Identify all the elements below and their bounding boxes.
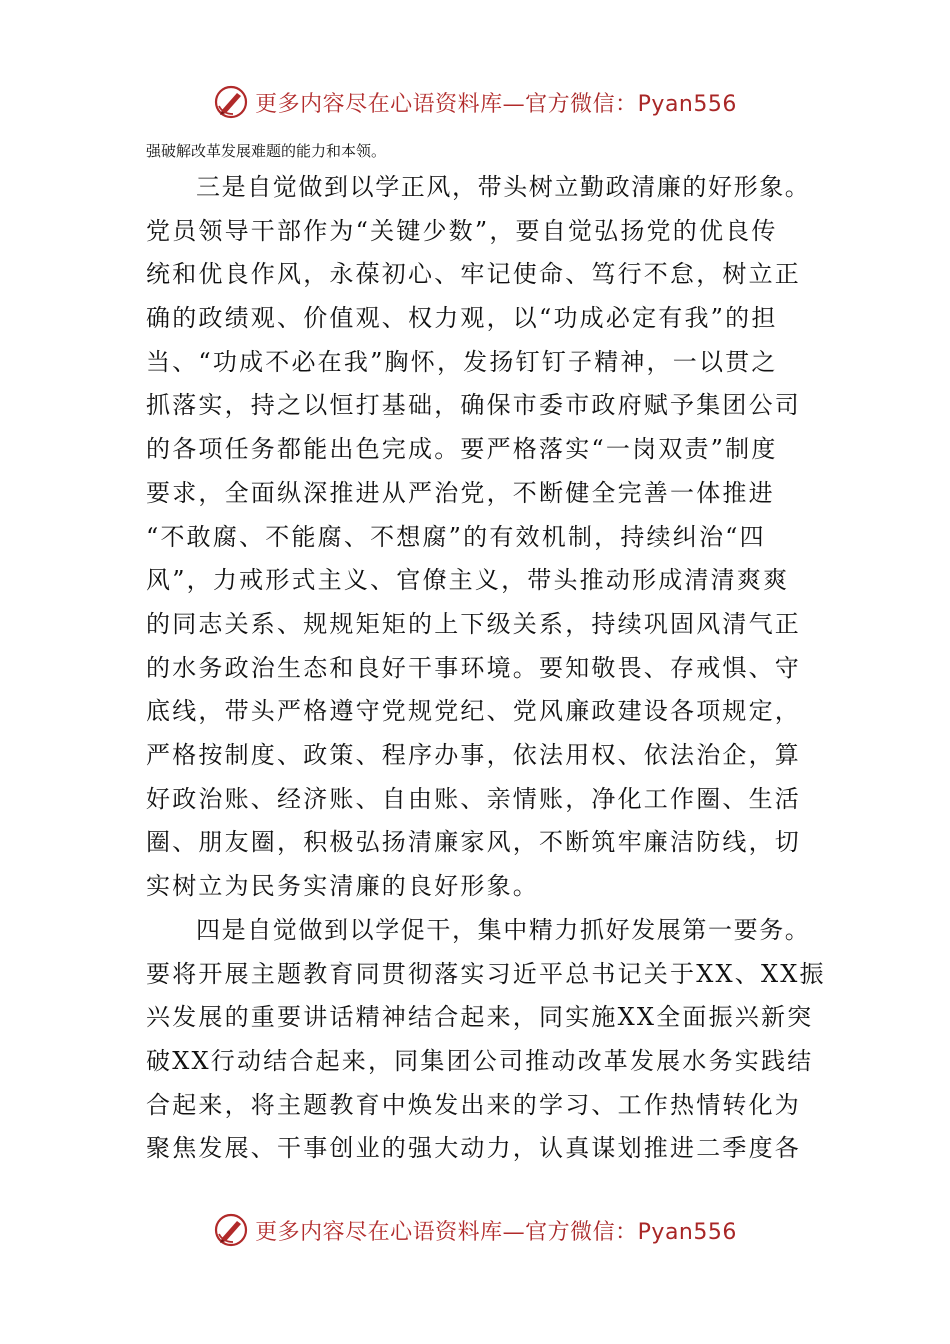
- paragraph-line: 兴发展的重要讲话精神结合起来，同实施XX全面振兴新突: [146, 1003, 814, 1032]
- paragraph-line: 的水务政治生态和良好干事环境。要知敬畏、存戒惧、守: [146, 653, 801, 682]
- paragraph-line: 要求，全面纵深推进从严治党，不断健全完善一体推进: [146, 478, 775, 507]
- banner-text: [255, 1215, 737, 1246]
- banner-main-text: 更多内容尽在心语资料库: [255, 91, 503, 117]
- paragraph-line: 严格按制度、政策、程序办事，依法用权、依法治企，算: [146, 740, 801, 769]
- paragraph-line: “不敢腐、不能腐、不想腐”的有效机制，持续纠治“四: [146, 522, 766, 551]
- paragraph-line: 三是自觉做到以学正风，带头树立勤政清廉的好形象。: [196, 173, 811, 201]
- footer-banner: [0, 1208, 950, 1252]
- banner-dash: —: [502, 91, 526, 117]
- paragraph-line: 的同志关系、规规矩矩的上下级关系，持续巩固风清气正: [146, 609, 801, 638]
- paragraph-four: [146, 909, 826, 1171]
- paragraph-line: 抓落实，持之以恒打基础，确保市委市政府赋予集团公司: [146, 391, 801, 420]
- pen-logo-icon: [213, 1212, 249, 1248]
- paragraph-line: 的各项任务都能出色完成。要严格落实“一岗双责”制度: [146, 435, 778, 464]
- banner-wechat-text: 官方微信：Pyan556: [525, 91, 737, 117]
- paragraph-three: [146, 166, 812, 909]
- banner-wechat-text: 官方微信：Pyan556: [525, 1219, 737, 1245]
- paragraph-line: 圈、朋友圈，积极弘扬清廉家风，不断筑牢廉洁防线，切: [146, 828, 801, 857]
- paragraph-line: 要将开展主题教育同贯彻落实习近平总书记关于XX、XX振: [146, 959, 826, 988]
- paragraph-line: 确的政绩观、价值观、权力观，以“功成必定有我”的担: [146, 304, 778, 333]
- paragraph-line: 统和优良作风，永葆初心、牢记使命、笃行不怠，树立正: [146, 260, 801, 289]
- paragraph-line: 风”，力戒形式主义、官僚主义，带头推动形成清清爽爽: [146, 566, 790, 595]
- paragraph-line: 破XX行动结合起来，同集团公司推动改革发展水务实践结: [146, 1047, 814, 1076]
- paragraph-line: 聚焦发展、干事创业的强大动力，认真谋划推进二季度各: [146, 1134, 801, 1163]
- paragraph-line: 四是自觉做到以学促干，集中精力抓好发展第一要务。: [196, 916, 811, 944]
- banner-main-text: 更多内容尽在心语资料库: [255, 1219, 503, 1245]
- paragraph-line: 好政治账、经济账、自由账、亲情账，净化工作圈、生活: [146, 784, 801, 813]
- paragraph-line: 党员领导干部作为“关键少数”，要自觉弘扬党的优良传: [146, 216, 778, 245]
- header-banner: [0, 80, 950, 124]
- paragraph-line: 实树立为民务实清廉的良好形象。: [146, 872, 539, 900]
- paragraph-line: 底线，带头严格遵守党规党纪、党风廉政建设各项规定，: [146, 697, 801, 726]
- banner-text: [255, 87, 737, 118]
- banner-dash: —: [502, 1219, 526, 1245]
- paragraph-line: 当、“功成不必在我”胸怀，发扬钉钉子精神，一以贯之: [146, 347, 778, 376]
- pen-logo-icon: [213, 84, 249, 120]
- paragraph-line: 合起来，将主题教育中焕发出来的学习、工作热情转化为: [146, 1090, 801, 1119]
- continuation-line: 强破解改革发展难题的能力和本领。: [146, 142, 387, 160]
